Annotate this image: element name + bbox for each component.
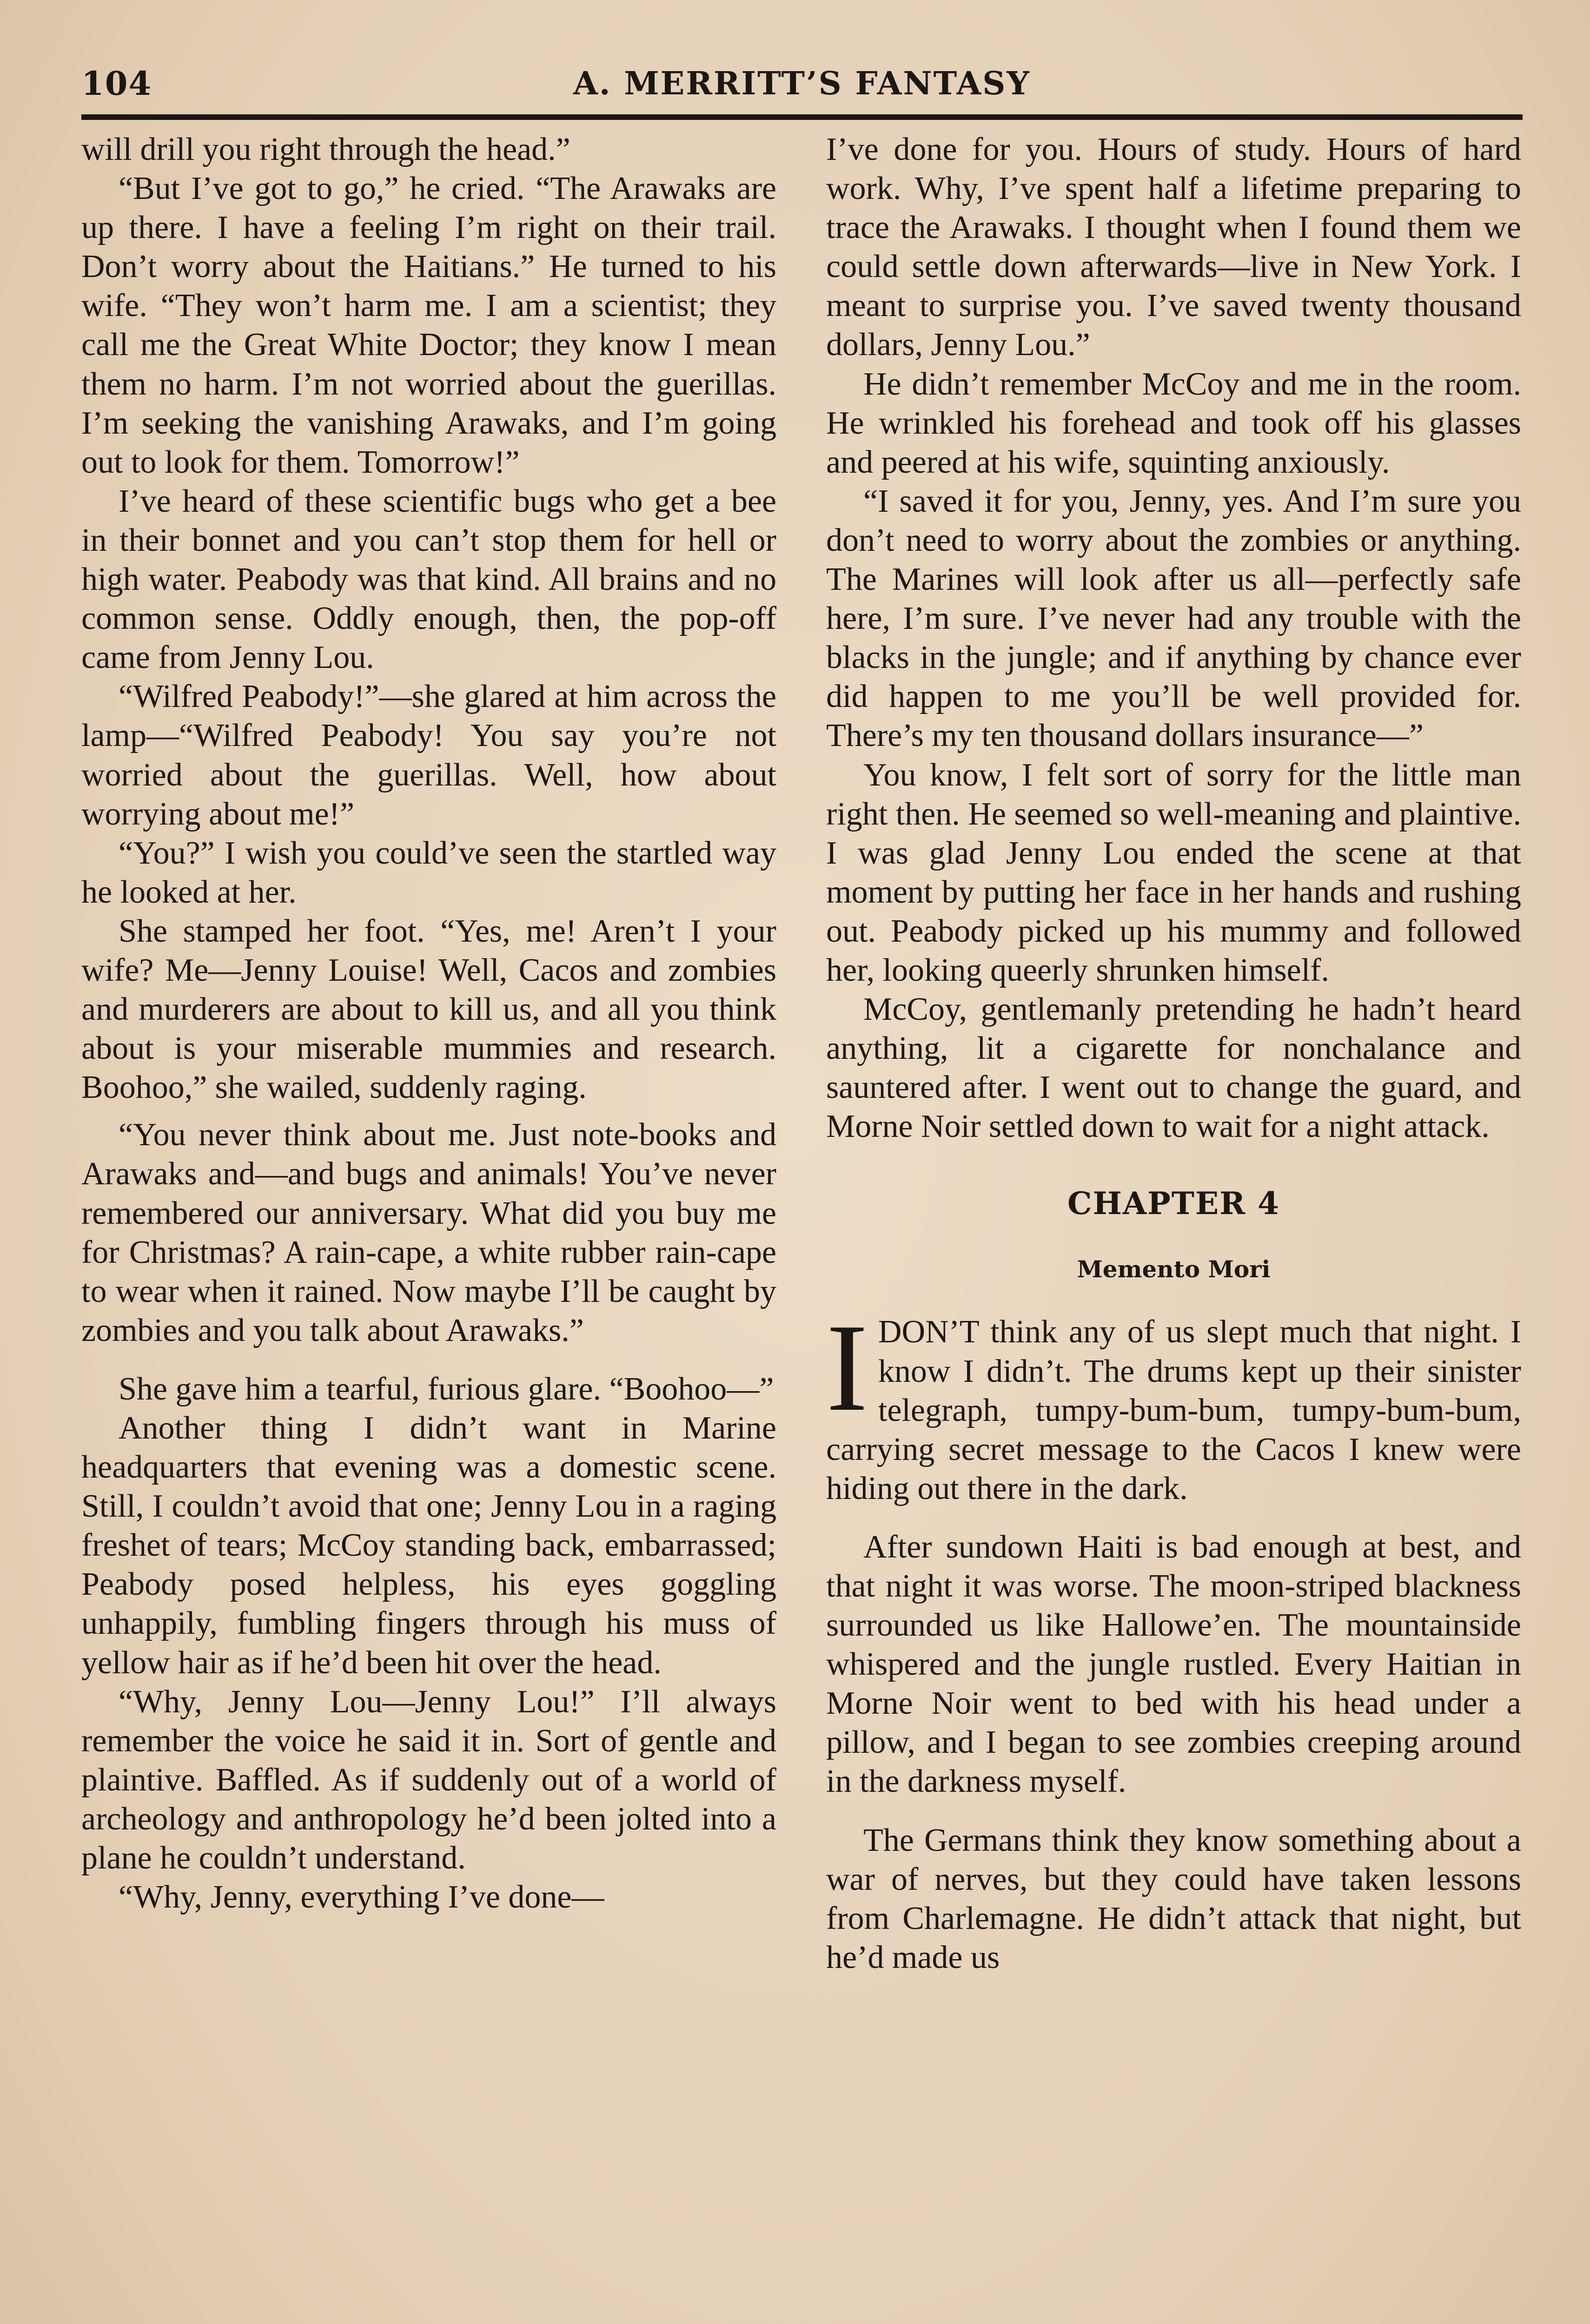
paragraph: She stamped her foot. “Yes, me! Aren’t I your wife? Me—Jenny Louise! Well, Cacos and zombies and murderers are about to kill us, and all you think about is your miserable mummies and research. Boohoo,” she wailed, suddenly raging. [81,913,776,1106]
chapter-title: CHAPTER 4 [1067,1185,1280,1222]
paragraph: She gave him a tearful, furious glare. “Boohoo—” [119,1371,774,1407]
page-number: 104 [81,64,152,103]
paragraph: The Germans think they know something about a war of nerves, but they could have taken lessons from Charlemagne. He didn’t attack that night, but he’d made us [826,1822,1521,1975]
drop-cap: I [826,1298,868,1438]
header-rule [81,114,1523,120]
paragraph: McCoy, gentlemanly pretending he hadn’t heard anything, lit a cigarette for nonchalance and sauntered after. I went out to change the guard, and Morne Noir settled down to wait for a night attack. [826,991,1521,1145]
paragraph: will drill you right through the head.” [81,132,570,167]
right-column [826,130,1521,2324]
paragraph: “Wilfred Peabody!”—she glared at him across the lamp—“Wilfred Peabody! You say you’re not worried about the guerillas. Well, how about worrying about me!” [81,679,776,832]
chapter-subtitle: Memento Mori [1077,1255,1271,1283]
paragraph: “Why, Jenny, everything I’ve done— [119,1879,604,1915]
paragraph: Another thing I didn’t want in Marine headquarters that evening was a domestic scene. Still, I couldn’t avoid that one; Jenny Lou in a raging freshet of tears; McCoy standing back, embarrassed; Peabody posed helpless, his eyes goggling unhappily, fumbling fingers through his muss of yellow hair as if he’d been hit over the head. [81,1410,776,1681]
paragraph: After sundown Haiti is bad enough at best, and that night it was worse. The moon-striped blackness surrounded us like Hallowe’en. The mountainside whispered and the jungle rustled. Every Haitian in Morne Noir went to bed with his head under a pillow, and I began to see zombies creeping around in the darkness myself. [826,1529,1521,1800]
paragraph: “Why, Jenny Lou—Jenny Lou!” I’ll always remember the voice he said it in. Sort of gentle and plaintive. Baffled. As if suddenly out of a world of archeology and anthropology he’d been jolted into a plane he couldn’t understand. [81,1684,776,1876]
chapter-opening-paragraph [826,1298,1521,1508]
paragraph: “You?” I wish you could’ve seen the startled way he looked at her. [81,835,776,910]
page-header [81,60,1523,112]
paragraph: “You never think about me. Just note-books and Arawaks and—and bugs and animals! You’ve never remembered our anniversary. What did you buy me for Christmas? A rain-cape, a white rubber rain-cape to wear when it rained. Now maybe I’ll be caught by zombies and you talk about Arawaks.” [81,1117,776,1348]
left-column [81,130,776,2324]
running-head: A. MERRITT’S FANTASY [573,65,1031,102]
chapter-opening-text: DON’T think any of us slept much that night. I know I didn’t. The drums kept up their sinister telegraph, tumpy-bum-bum, tumpy-bum-bum, carrying secret message to the Cacos I knew were hiding out there in the dark. [826,1314,1521,1506]
paragraph: “I saved it for you, Jenny, yes. And I’m sure you don’t need to worry about the zombies or anything. The Marines will look after us all—perfectly safe here, I’m sure. I’ve never had any trouble with the blacks in the jungle; and if anything by chance ever did happen to me you’ll be well provided for. There’s my ten thousand dollars insurance—” [826,483,1521,754]
paragraph: I’ve heard of these scientific bugs who get a bee in their bonnet and you can’t stop them for hell or high water. Peabody was that kind. All brains and no common sense. Oddly enough, then, the pop-off came from Jenny Lou. [81,483,776,676]
paragraph: “But I’ve got to go,” he cried. “The Arawaks are up there. I have a feeling I’m right on their trail. Don’t worry about the Haitians.” He turned to his wife. “They won’t harm me. I am a scientist; they call me the Great White Doctor; they know I mean them no harm. I’m not worried about the guerillas. I’m seeking the vanishing Arawaks, and I’m going out to look for them. Tomorrow!” [81,171,776,480]
paragraph: He didn’t remember McCoy and me in the room. He wrinkled his forehead and took off his glasses and peered at his wife, squinting anxiously. [826,366,1521,480]
paragraph: I’ve done for you. Hours of study. Hours of hard work. Why, I’ve spent half a lifetime preparing to trace the Arawaks. I thought when I found them we could settle down afterwards—live in New York. I meant to surprise you. I’ve saved twenty thousand dollars, Jenny Lou.” [826,132,1521,363]
paragraph: You know, I felt sort of sorry for the little man right then. He seemed so well-meaning and plaintive. I was glad Jenny Lou ended the scene at that moment by putting her face in her hands and rushing out. Peabody picked up his mummy and followed her, looking queerly shrunken himself. [826,757,1521,988]
